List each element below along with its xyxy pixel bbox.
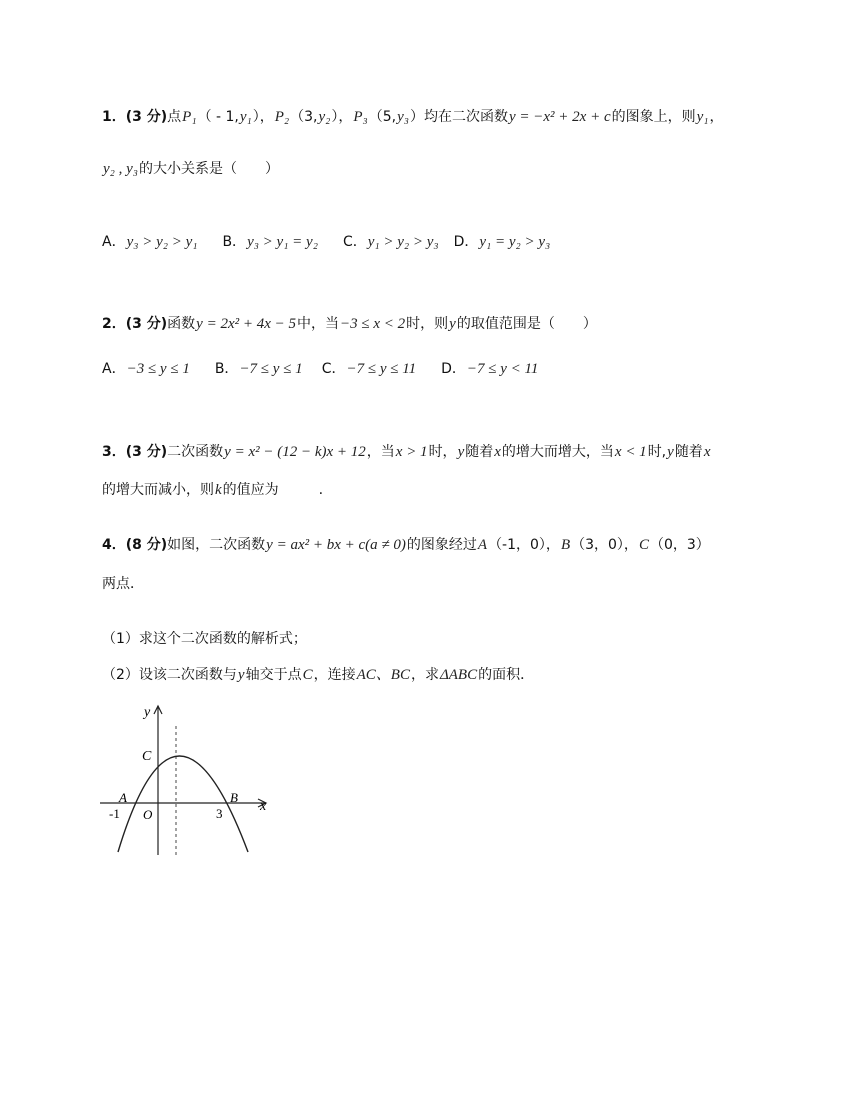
q4-point-c: C [638, 537, 649, 553]
q4-text: 如图，二次函数 [167, 537, 266, 553]
q4-text: （-1，0）， [488, 537, 560, 553]
q2-option-b: −7 ≤ y ≤ 1 [239, 361, 303, 377]
q3-answer-blank-end: . [318, 482, 324, 498]
q1-option-d-label: D． [453, 234, 479, 250]
q1-text: （ - 1, [197, 109, 239, 125]
q1-text: （3, [290, 109, 318, 125]
q1-text: 的图象上，则 [611, 109, 696, 125]
q2-option-b-label: B． [214, 361, 239, 377]
q3-text: 时, [647, 444, 667, 460]
q4-sub2-text: ，连接 [313, 667, 356, 683]
q1-number: 1 [102, 109, 112, 125]
q1-line2 [102, 158, 279, 180]
q3-text: 的增大而增大，当 [501, 444, 614, 460]
q1-option-c: y₁ > y₂ > y₃ [367, 234, 439, 250]
q1-vars: y₂ , y₃ [103, 161, 138, 177]
y-axis-label: y [144, 705, 151, 720]
q3-var-y: y [457, 444, 465, 460]
parabola-curve [118, 756, 248, 852]
q4-score: (8 分) [125, 537, 168, 553]
q4-sub2-text: 的面积． [478, 667, 535, 683]
q1-option-a-label: A． [102, 234, 126, 250]
q3-score: (3 分) [125, 444, 168, 460]
q4-sub2-text: （2）设该二次函数与 [102, 667, 237, 683]
point-c-label: C [142, 749, 152, 764]
q1-text: 点 [167, 109, 182, 125]
q4-sub2-text: 轴交于点 [245, 667, 302, 683]
q1-y1: y₁ [239, 109, 252, 125]
q1-text: ）， [252, 109, 274, 125]
q4-text: （0，3） [649, 537, 710, 553]
q1-options [102, 231, 551, 253]
q4-point-c: C [302, 667, 313, 683]
q3-text: 随着 [465, 444, 494, 460]
q1-text: 的大小关系是（ ） [139, 161, 279, 177]
tick-neg1-label: -1 [109, 806, 120, 821]
q2-number: 2 [102, 316, 112, 332]
q3-line2 [102, 479, 323, 501]
q1-option-a: y₃ > y₂ > y₁ [126, 234, 198, 250]
q3-text: 的增大而减小，则 [102, 482, 214, 498]
q4-sub1-text: （1）求这个二次函数的解析式； [102, 631, 307, 647]
q3-var-k: k [215, 482, 222, 498]
q3-text: 时， [428, 444, 457, 460]
q3-function: y = x² − (12 − k)x + 12 [224, 444, 366, 460]
q1-P1: P₁ [182, 109, 197, 125]
q4-number: 4 [102, 537, 112, 553]
q2-option-a-label: A． [102, 361, 126, 377]
q4-sub2-text: ，求 [410, 667, 439, 683]
q3-var-x: x [703, 444, 711, 460]
q1-text: （5, [368, 109, 397, 125]
q4-line2 [102, 573, 144, 595]
q4-function: y = ax² + bx + c(a ≠ 0) [266, 537, 406, 553]
q4-point-b: B [560, 537, 571, 553]
q1-text: ）， [331, 109, 353, 125]
q4-text: （3，0）， [571, 537, 638, 553]
q4-text: 的图象经过 [406, 537, 477, 553]
point-a-label: A [119, 790, 127, 805]
q2-text: 函数 [167, 316, 196, 332]
q2-option-a: −3 ≤ y ≤ 1 [126, 361, 190, 377]
x-axis-label: x [260, 799, 267, 814]
q1-P3: P₃ [353, 109, 368, 125]
q1-P2: P₂ [274, 109, 290, 125]
q4-var-y: y [237, 667, 245, 683]
q2-range: −3 ≤ x < 2 [340, 316, 406, 332]
q3-number: 3 [102, 444, 112, 460]
q2-text: 的取值范围是（ ） [456, 316, 597, 332]
q4-text: 两点． [102, 576, 144, 592]
q2-line1: 2．(3 分)函数y = 2x² + 4x − 5中，当−3 ≤ x < 2时，则y的取值范围是（ ） [102, 316, 597, 332]
q1-text: ， [709, 109, 724, 125]
q3-text: 的值应为 [222, 482, 279, 498]
q1-y3: y₃ [397, 109, 409, 125]
q2-var: y [449, 316, 456, 332]
tick-3-label: 3 [216, 806, 223, 821]
q4-segments: AC、BC [356, 667, 410, 683]
q2-text: 中，当 [297, 316, 340, 332]
q2-text: 时，则 [406, 316, 449, 332]
q4-sub1 [102, 628, 307, 650]
q3-cond2: x < 1 [614, 444, 647, 460]
q1-y2: y₂ [318, 109, 331, 125]
origin-label: O [143, 807, 153, 822]
q3-text: 随着 [674, 444, 703, 460]
q2-option-d-label: D． [441, 361, 466, 377]
q3-cond1: x > 1 [395, 444, 428, 460]
q2-option-d: −7 ≤ y < 11 [466, 361, 539, 377]
q1-text: ）均在二次函数 [410, 109, 508, 125]
point-b-label: B [230, 790, 238, 805]
parabola-figure [98, 700, 278, 860]
q3-line1: 3．(3 分)二次函数y = x² − (12 − k)x + 12，当x > 1时，y随着x的增大而增大，当x < 1时,y随着x [102, 444, 711, 460]
q2-option-c: −7 ≤ y ≤ 11 [346, 361, 417, 377]
q1-line1: 1．(3 分)点P₁（ - 1,y₁），P₂（3,y₂），P₃（5,y₃）均在二次函数y = −x² + 2x + c的图象上，则y₁， [102, 109, 724, 125]
q2-function: y = 2x² + 4x − 5 [196, 316, 297, 332]
q1-function: y = −x² + 2x + c [509, 109, 611, 125]
q4-triangle: ΔABC [439, 667, 478, 683]
q4-sub2 [102, 664, 534, 686]
q4-line1: 4．(8 分)如图，二次函数y = ax² + bx + c(a ≠ 0)的图象经过A（-1，0），B（3，0），C（0，3） [102, 537, 710, 553]
q2-options [102, 358, 539, 380]
q3-text: 二次函数 [167, 444, 224, 460]
q1-y1: y₁ [696, 109, 709, 125]
q1-option-b: y₃ > y₁ = y₂ [247, 234, 318, 250]
q2-option-c-label: C． [321, 361, 346, 377]
q4-point-a: A [477, 537, 488, 553]
q3-var-y: y [667, 444, 674, 460]
q2-score: (3 分) [125, 316, 168, 332]
q1-option-b-label: B． [222, 234, 247, 250]
q3-var-x: x [494, 444, 501, 460]
q1-option-d: y₁ = y₂ > y₃ [479, 234, 551, 250]
q3-text: ，当 [366, 444, 395, 460]
q1-option-c-label: C． [342, 234, 367, 250]
q1-score: (3 分) [125, 109, 168, 125]
